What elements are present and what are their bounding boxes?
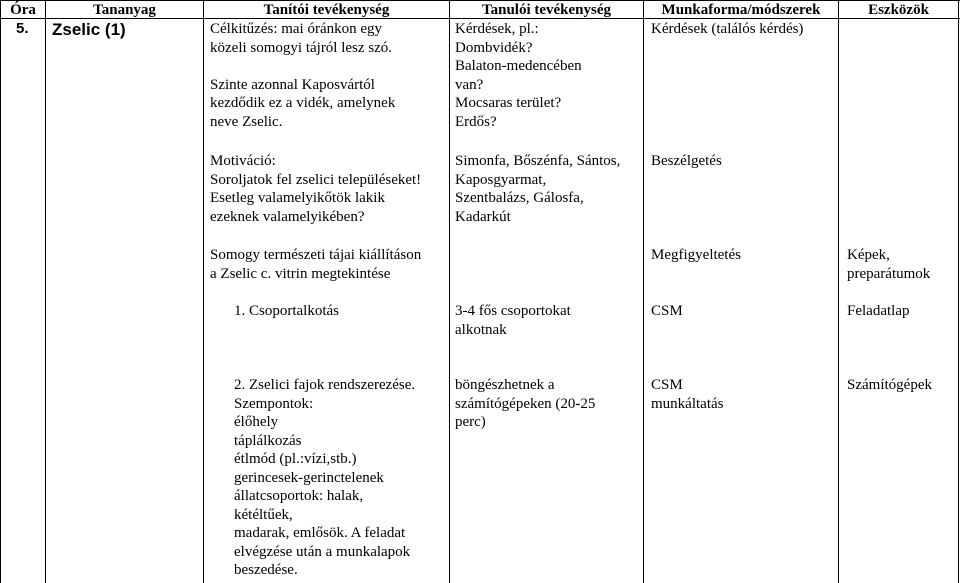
r4-tanuloi-tevekenyseg: 3-4 fős csoportokat alkotnak bbox=[455, 303, 571, 338]
r2-tanitoi-tevekenyseg: Motiváció: Soroljatok fel zselici településeket! Esetleg valamelyikőtök lakik ezeknek valamelyikében? bbox=[210, 153, 422, 225]
column-divider bbox=[45, 0, 46, 583]
header-row-border bbox=[0, 18, 960, 19]
column-divider bbox=[449, 0, 450, 583]
r2-munkaforma: Beszélgetés bbox=[651, 153, 722, 169]
r5-tanitoi-tevekenyseg: 2. Zselici fajok rendszerezése. Szempontok: élőhely táplálkozás étlmód (pl.:vízi,stb.) gerincesek-gerinctelenek állatcsoportok: halak, kétéltűek, madarak, emlősök. A feladat elvégzése után a munkalapok beszedése. bbox=[234, 377, 416, 578]
r3-tanitoi-tevekenyseg: Somogy természeti tájai kiállításon a Zselic c. vitrin megtekintése bbox=[210, 247, 422, 282]
header-munkaforma: Munkaforma/módszerek bbox=[661, 2, 821, 18]
r4-munkaforma: CSM bbox=[651, 303, 683, 319]
r3-munkaforma: Megfigyeltetés bbox=[651, 247, 741, 263]
header-tananyag: Tananyag bbox=[93, 2, 156, 18]
r5-munkaforma: CSM munkáltatás bbox=[651, 377, 724, 412]
r4-tanitoi-tevekenyseg: 1. Csoportalkotás bbox=[234, 303, 339, 319]
r1-munkaforma: Kérdések (találós kérdés) bbox=[651, 21, 804, 37]
lesson-number: 5. bbox=[16, 20, 29, 37]
header-tanitoi-tevekenyseg: Tanítói tevékenység bbox=[263, 2, 390, 18]
header-tanuloi-tevekenyseg: Tanulói tevékenység bbox=[481, 2, 612, 18]
r5-tanuloi-tevekenyseg: böngészhetnek a számítógépeken (20-25 perc) bbox=[455, 377, 596, 430]
r1-tanuloi-tevekenyseg: Kérdések, pl.: Dombvidék? Balaton-medencében van? Mocsaras terület? Erdős? bbox=[455, 21, 582, 130]
column-divider bbox=[0, 0, 1, 583]
column-divider bbox=[643, 0, 644, 583]
table-top-border bbox=[0, 0, 960, 1]
header-ora: Óra bbox=[10, 2, 36, 18]
column-divider bbox=[203, 0, 204, 583]
r3-eszkozok: Képek, preparátumok bbox=[847, 247, 931, 282]
column-divider bbox=[958, 0, 959, 583]
r2-tanuloi-tevekenyseg: Simonfa, Bőszénfa, Sántos, Kaposgyarmat, Szentbalázs, Gálosfa, Kadarkút bbox=[455, 153, 621, 225]
column-divider bbox=[838, 0, 839, 583]
r1-tanitoi-tevekenyseg: Célkitűzés: mai óránkon egy közeli somogyi tájról lesz szó. Szinte azonnal Kaposvártól kezdődik ez a vidék, amelynek neve Zselic. bbox=[210, 21, 396, 130]
header-eszkozok: Eszközök bbox=[868, 2, 929, 18]
r4-eszkozok: Feladatlap bbox=[847, 303, 910, 319]
lesson-title: Zselic (1) bbox=[52, 20, 126, 39]
r5-eszkozok: Számítógépek bbox=[847, 377, 932, 393]
